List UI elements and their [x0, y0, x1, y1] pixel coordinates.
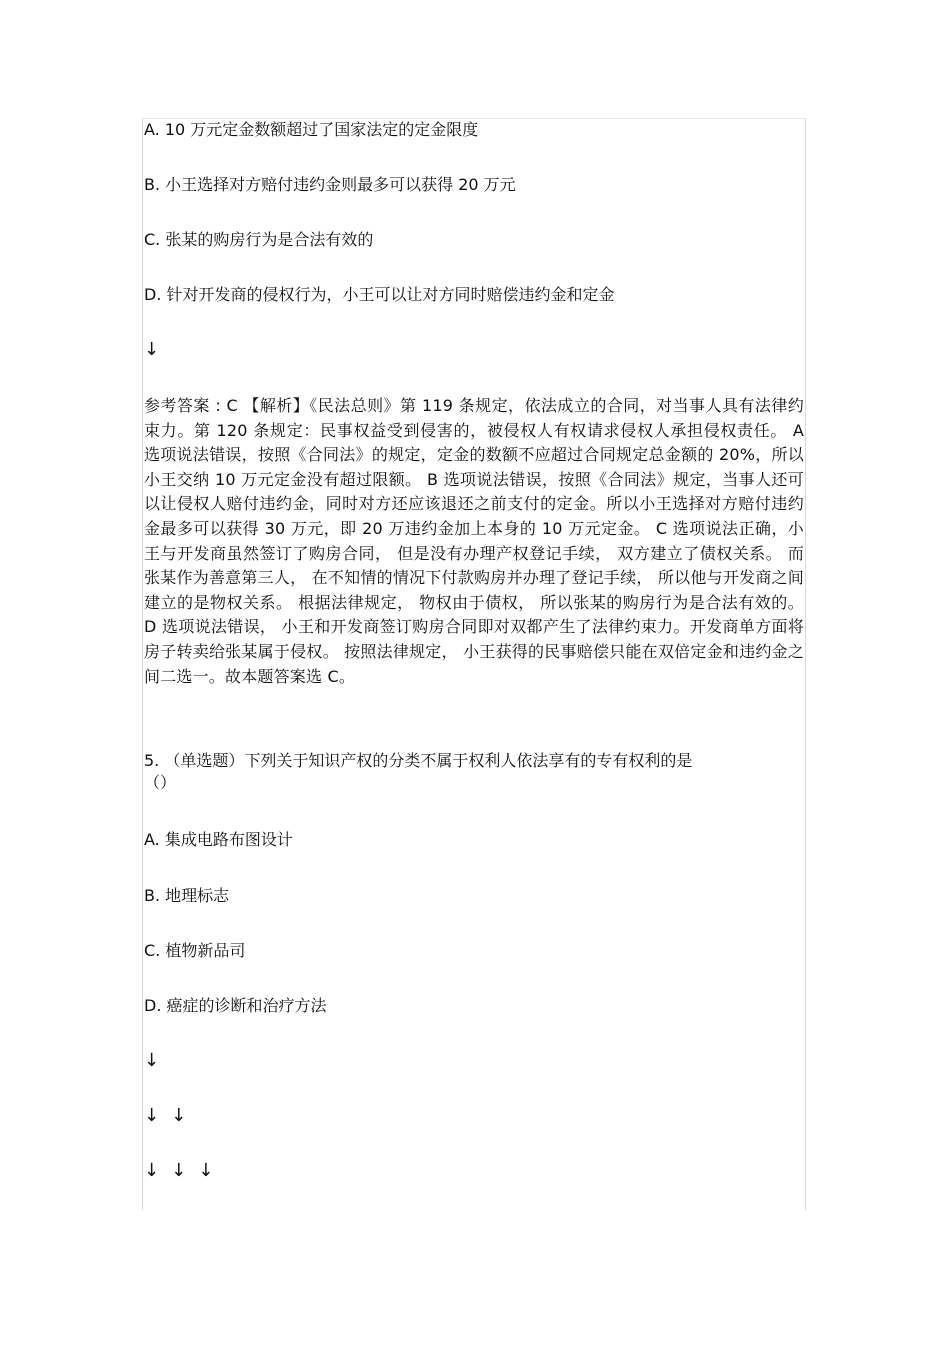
- down-arrow-icon: ↓: [144, 1160, 160, 1181]
- q5-option-a: A. 集成电路布图设计: [144, 830, 293, 849]
- q5-option-d: D. 癌症的诊断和治疗方法: [144, 996, 327, 1015]
- q4-option-c: C. 张某的购房行为是合法有效的: [144, 230, 374, 249]
- arrow-row-1: [144, 1050, 171, 1072]
- q4-answer-explanation: 参考答案 : C 【解析】《民法总则》第 119 条规定，依法成立的合同，对当事人具有法律约束力。第 120 条规定：民事权益受到侵害的，被侵权人有权请求侵权人承担侵权责任。 A 选项说法错误，按照《合同法》的规定，定金的数额不应超过合同规定总金额的 20%，所以小王交纳 10 万元定金没有超过限额。 B 选项说法错误，按照《合同法》规定，当事人还可以让侵权人赔付违约金，同时对方还应该退还之前支付的定金。所以小王选择对方赔付违约金最多可以获得 30 万元，即 20 万违约金加上本身的 10 万元定金。 C 选项说法正确，小王与开发商虽然签订了购房合同， 但是没有办理产权登记手续， 双方建立了债权关系。 而张某作为善意第三人， 在不知情的情况下付款购房并办理了登记手续， 所以他与开发商之间建立的是物权关系。 根据法律规定， 物权由于债权， 所以张某的购房行为是合法有效的。 D 选项说法错误， 小王和开发商签订购房合同即对双都产生了法律约束力。开发商单方面将房子转卖给张某属于侵权。 按照法律规定， 小王获得的民事赔偿只能在双倍定金和违约金之间二选一。故本题答案选 C。: [144, 396, 804, 686]
- q5-option-b: B. 地理标志: [144, 886, 230, 905]
- q5-question-stem: 5. （单选题）下列关于知识产权的分类不属于权利人依法享有的专有权利的是: [144, 751, 693, 770]
- down-arrow-icon: ↓: [144, 1050, 160, 1071]
- down-arrow-icon: ↓: [198, 1160, 214, 1181]
- q4-option-a: A. 10 万元定金数额超过了国家法定的定金限度: [144, 120, 479, 139]
- down-arrow-icon: ↓: [171, 1105, 187, 1126]
- arrow-row-2: [144, 1105, 198, 1127]
- down-arrow-icon: ↓: [171, 1160, 187, 1181]
- q5-question-blank: （）: [144, 773, 177, 792]
- q5-option-c: C. 植物新品司: [144, 941, 246, 960]
- down-arrow-icon: ↓: [144, 339, 160, 360]
- q4-option-b: B. 小王选择对方赔付违约金则最多可以获得 20 万元: [144, 175, 516, 194]
- q4-option-d: D. 针对开发商的侵权行为，小王可以让对方同时赔偿违约金和定金: [144, 285, 615, 304]
- arrow-row-3: [144, 1160, 225, 1182]
- down-arrow-icon: ↓: [144, 1105, 160, 1126]
